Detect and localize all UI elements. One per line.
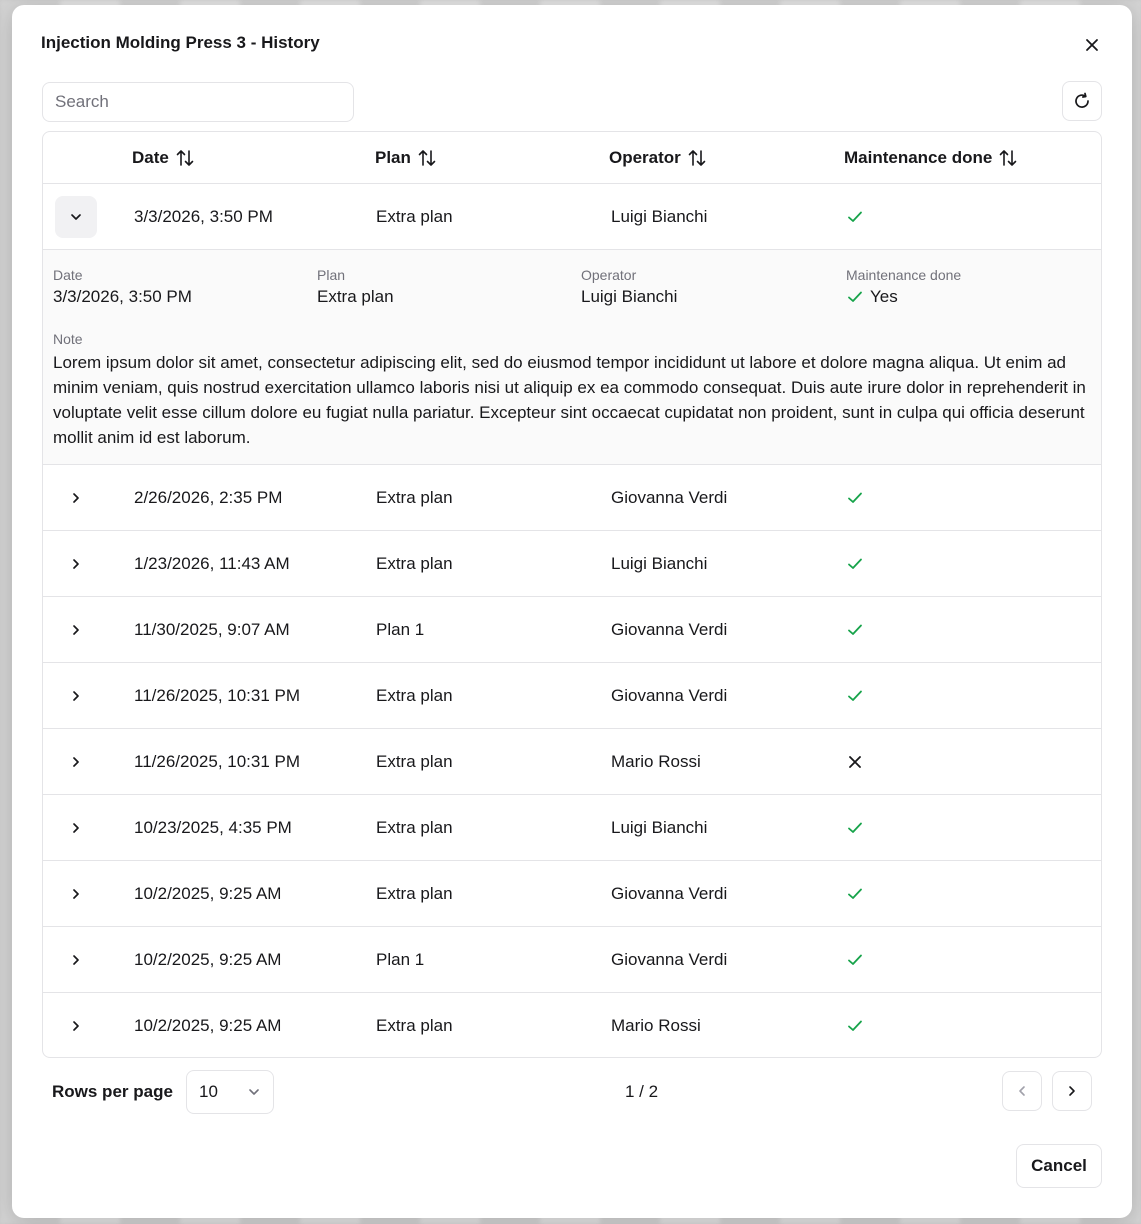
table-row[interactable]: [43, 927, 1101, 993]
chevron-right-icon: [69, 755, 83, 769]
table-row[interactable]: [43, 531, 1101, 597]
chevron-right-icon: [69, 623, 83, 637]
search-input[interactable]: [42, 82, 354, 122]
row-plan: Extra plan: [376, 883, 453, 903]
close-button[interactable]: [1080, 33, 1104, 57]
detail-plan-value: Extra plan: [317, 287, 394, 306]
expand-row-button[interactable]: [55, 939, 97, 981]
detail-note-text: Lorem ipsum dolor sit amet, consectetur adipiscing elit, sed do eiusmod tempor incididunt ut labore et dolore magna aliqua. Ut enim ad minim veniam, quis nostrud exercitation ullamco laboris nisi ut aliquip ex ea commodo consequat. Duis aute irure dolor in reprehenderit in voluptate velit esse cillum dolore eu fugiat nulla pariatur. Excepteur sint occaecat cupidatat non proident, sunt in culpa qui officia deserunt mollit anim id est laborum.: [53, 353, 1086, 447]
check-icon: [846, 621, 864, 639]
row-operator: Giovanna Verdi: [611, 949, 728, 969]
row-date: 1/23/2026, 11:43 AM: [134, 553, 290, 573]
column-maintenance[interactable]: [844, 132, 1018, 184]
history-table: [42, 131, 1102, 1058]
row-plan: Plan 1: [376, 949, 425, 969]
chevron-right-icon: [69, 1019, 83, 1033]
row-detail-panel: [43, 250, 1101, 465]
expand-row-button[interactable]: [55, 196, 97, 238]
row-date: 10/2/2025, 9:25 AM: [134, 1016, 282, 1035]
table-row[interactable]: [43, 729, 1101, 795]
row-toggle-cell: [54, 861, 98, 926]
detail-maintenance-text: Yes: [870, 287, 898, 306]
refresh-button[interactable]: [1062, 81, 1102, 121]
row-plan: Extra plan: [376, 817, 453, 837]
column-date-label: Date: [132, 148, 169, 167]
row-maintenance-status: [846, 184, 864, 249]
rows-per-page-select[interactable]: [186, 1070, 274, 1114]
check-icon: [846, 555, 864, 573]
dialog-title: Injection Molding Press 3 - History: [41, 33, 320, 52]
row-maintenance-status: [846, 927, 864, 992]
chevron-right-icon: [69, 953, 83, 967]
table-row[interactable]: [43, 465, 1101, 531]
row-operator: Giovanna Verdi: [611, 685, 728, 705]
chevron-right-icon: [69, 887, 83, 901]
expand-row-button[interactable]: [55, 609, 97, 651]
chevron-right-icon: [69, 557, 83, 571]
row-toggle-cell: [54, 927, 98, 992]
row-toggle-cell: [54, 531, 98, 596]
row-maintenance-status: [846, 729, 864, 794]
close-icon: [1084, 37, 1100, 53]
detail-date-value: 3/3/2026, 3:50 PM: [53, 287, 192, 306]
row-toggle-cell: [54, 597, 98, 662]
expand-row-button[interactable]: [55, 873, 97, 915]
row-toggle-cell: [54, 993, 98, 1058]
table-row[interactable]: [43, 795, 1101, 861]
sort-icon: [175, 149, 195, 167]
row-date: 10/2/2025, 9:25 AM: [134, 949, 282, 969]
row-plan: Extra plan: [376, 685, 453, 705]
row-maintenance-status: [846, 465, 864, 530]
detail-maintenance-label: Maintenance done: [846, 267, 962, 283]
expand-row-button[interactable]: [55, 807, 97, 849]
row-plan: Extra plan: [376, 553, 453, 573]
column-maintenance-label: Maintenance done: [844, 148, 993, 167]
row-toggle-cell: [54, 729, 98, 794]
chevron-down-icon: [247, 1085, 261, 1099]
rows-per-page-label: Rows per page: [52, 1082, 173, 1101]
row-maintenance-status: [846, 531, 864, 596]
sort-icon: [687, 149, 707, 167]
page-indicator: 1 / 2: [625, 1082, 659, 1101]
column-operator-label: Operator: [609, 148, 681, 167]
row-plan: Extra plan: [376, 1016, 453, 1035]
row-toggle-cell: [54, 465, 98, 530]
column-operator[interactable]: [609, 132, 707, 184]
check-icon: [846, 951, 864, 969]
sort-icon: [998, 149, 1018, 167]
rows-per-page-value: 10: [199, 1082, 218, 1101]
check-icon: [846, 1017, 864, 1035]
chevron-down-icon: [69, 210, 83, 224]
column-date[interactable]: [132, 132, 195, 184]
detail-plan-label: Plan: [317, 267, 346, 283]
history-dialog: [12, 5, 1132, 1218]
row-operator: Giovanna Verdi: [611, 619, 728, 639]
column-plan-label: Plan: [375, 148, 411, 167]
row-operator: Luigi Bianchi: [611, 206, 708, 226]
row-operator: Mario Rossi: [611, 751, 701, 771]
row-maintenance-status: [846, 861, 864, 926]
table-body: [43, 184, 1101, 1058]
row-operator: Mario Rossi: [611, 1016, 701, 1035]
row-maintenance-status: [846, 597, 864, 662]
table-header: [43, 132, 1101, 184]
detail-operator-label: Operator: [581, 267, 637, 283]
table-row[interactable]: [43, 184, 1101, 250]
check-icon: [846, 819, 864, 837]
row-date: 11/26/2025, 10:31 PM: [134, 751, 301, 771]
table-row[interactable]: [43, 597, 1101, 663]
expand-row-button[interactable]: [55, 543, 97, 585]
sort-icon: [417, 149, 437, 167]
row-date: 2/26/2026, 2:35 PM: [134, 487, 283, 507]
row-maintenance-status: [846, 663, 864, 728]
detail-operator-value: Luigi Bianchi: [581, 287, 678, 306]
row-toggle-cell: [54, 184, 98, 249]
detail-maintenance-value: [846, 287, 898, 307]
next-page-button[interactable]: [1052, 1071, 1092, 1111]
table-row[interactable]: [43, 663, 1101, 729]
row-operator: Luigi Bianchi: [611, 553, 708, 573]
check-icon: [846, 489, 864, 507]
cancel-button[interactable]: Cancel: [1016, 1144, 1102, 1188]
row-operator: Luigi Bianchi: [611, 817, 708, 837]
row-plan: Extra plan: [376, 487, 453, 507]
refresh-icon: [1072, 91, 1092, 111]
chevron-left-icon: [1015, 1084, 1029, 1098]
row-toggle-cell: [54, 795, 98, 860]
expand-row-button[interactable]: [55, 1005, 97, 1047]
row-date: 11/26/2025, 10:31 PM: [134, 685, 301, 705]
row-maintenance-status: [846, 795, 864, 860]
row-operator: Giovanna Verdi: [611, 883, 728, 903]
chevron-right-icon: [69, 821, 83, 835]
row-date: 3/3/2026, 3:50 PM: [134, 206, 273, 226]
previous-page-button[interactable]: [1002, 1071, 1042, 1111]
row-operator: Giovanna Verdi: [611, 487, 728, 507]
cross-icon: [846, 753, 864, 771]
table-row[interactable]: [43, 861, 1101, 927]
table-row[interactable]: [43, 993, 1101, 1058]
row-toggle-cell: [54, 663, 98, 728]
column-plan[interactable]: [375, 132, 437, 184]
expand-row-button[interactable]: [55, 741, 97, 783]
row-maintenance-status: [846, 993, 864, 1058]
chevron-right-icon: [1065, 1084, 1079, 1098]
row-plan: Extra plan: [376, 206, 453, 226]
chevron-right-icon: [69, 491, 83, 505]
check-icon: [846, 687, 864, 705]
check-icon: [846, 208, 864, 226]
row-date: 10/23/2025, 4:35 PM: [134, 817, 292, 837]
row-plan: Extra plan: [376, 751, 453, 771]
check-icon: [846, 885, 864, 903]
row-date: 10/2/2025, 9:25 AM: [134, 883, 282, 903]
check-icon: [846, 288, 864, 306]
detail-note-label: Note: [53, 331, 83, 347]
expand-row-button[interactable]: [55, 675, 97, 717]
expand-row-button[interactable]: [55, 477, 97, 519]
chevron-right-icon: [69, 689, 83, 703]
row-plan: Plan 1: [376, 619, 425, 639]
detail-date-label: Date: [53, 267, 83, 283]
row-date: 11/30/2025, 9:07 AM: [134, 619, 290, 639]
